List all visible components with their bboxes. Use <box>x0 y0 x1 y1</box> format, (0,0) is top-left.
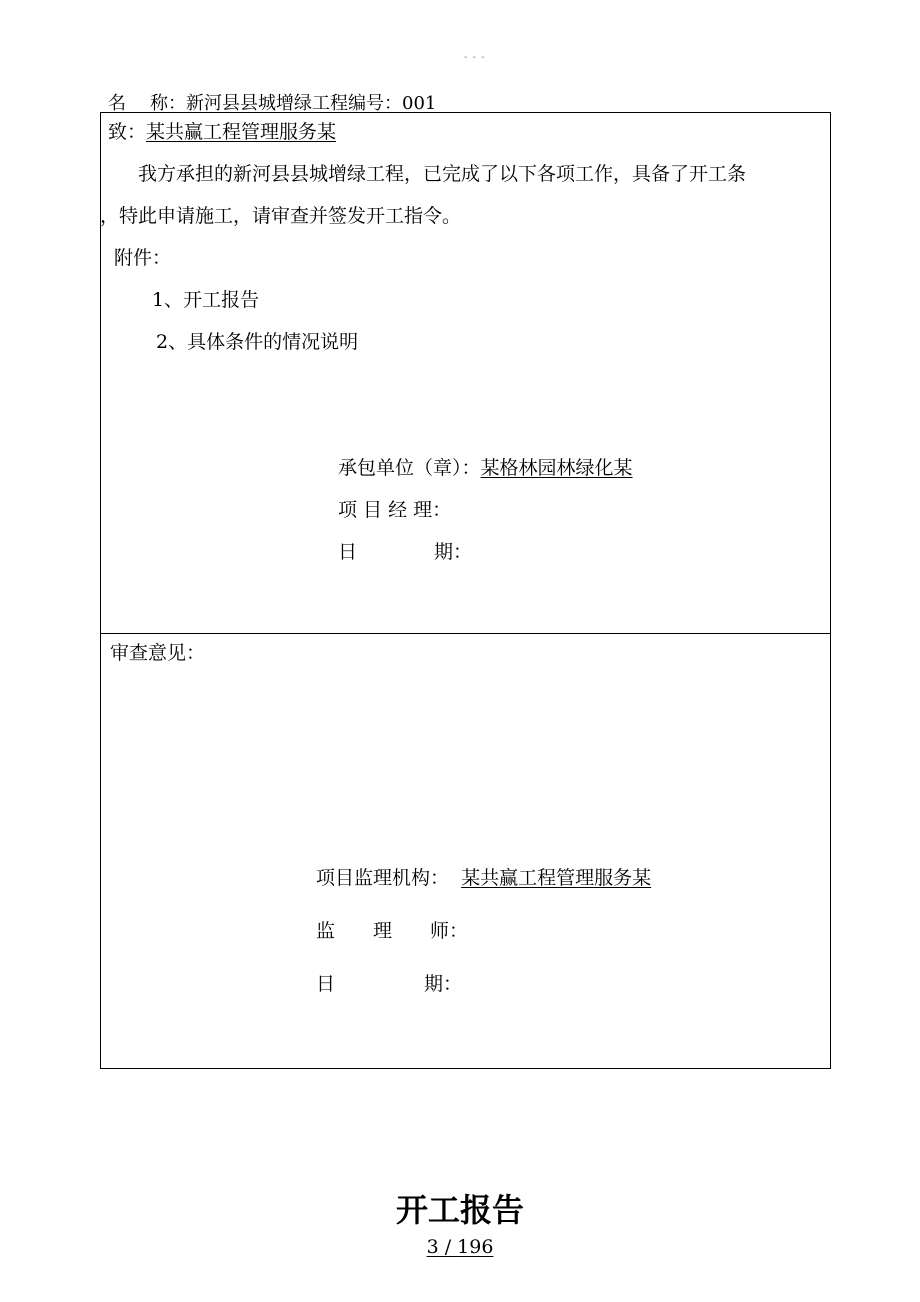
review-opinion-label: 审查意见： <box>110 642 206 664</box>
page-total: 196 <box>457 1236 494 1258</box>
application-body-line-2: ，特此申请施工，请审查并签发开工指令。 <box>100 205 462 227</box>
project-name-value: 新河县县城增绿工程 <box>186 93 348 114</box>
review-date-label-2: 期： <box>424 973 463 995</box>
project-name-label-2: 称： <box>150 93 186 114</box>
contractor-value: 某格林园林绿化某 <box>480 457 633 479</box>
next-page-title: 开工报告 <box>395 1191 524 1229</box>
application-date-label-1: 日 <box>338 541 358 563</box>
supervisor-label: 监 理 师： <box>316 920 469 942</box>
supervision-agency-value: 某共赢工程管理服务某 <box>461 867 652 889</box>
recipient-value: 某共赢工程管理服务某 <box>146 121 337 143</box>
attachment-item-1: 1、开工报告 <box>152 289 260 311</box>
recipient-line <box>108 117 336 144</box>
recipient-label: 致： <box>108 121 147 143</box>
project-name-label: 名 <box>108 93 126 114</box>
project-manager-label: 项 目 经 理： <box>338 499 452 521</box>
supervision-agency-line <box>316 863 651 890</box>
attachment-item-2: 2、具体条件的情况说明 <box>156 331 359 353</box>
application-body-line-1: 我方承担的新河县县城增绿工程，已完成了以下各项工作，具备了开工条 <box>138 163 747 185</box>
project-number-label: 编号： <box>348 93 402 114</box>
application-date-label-2: 期： <box>434 541 473 563</box>
page-top-mark: - - - <box>464 52 486 63</box>
review-section <box>100 633 831 1069</box>
contractor-label: 承包单位（章）： <box>338 457 481 479</box>
attachments-label: 附件： <box>114 247 172 269</box>
supervision-agency-label: 项目监理机构： <box>316 867 450 889</box>
contractor-line <box>338 453 633 480</box>
review-date-label-1: 日 <box>316 973 336 995</box>
project-number-value: 001 <box>402 93 437 114</box>
page-current: 3 <box>426 1236 439 1258</box>
page-number <box>0 1236 920 1258</box>
page-separator: / <box>438 1236 458 1258</box>
